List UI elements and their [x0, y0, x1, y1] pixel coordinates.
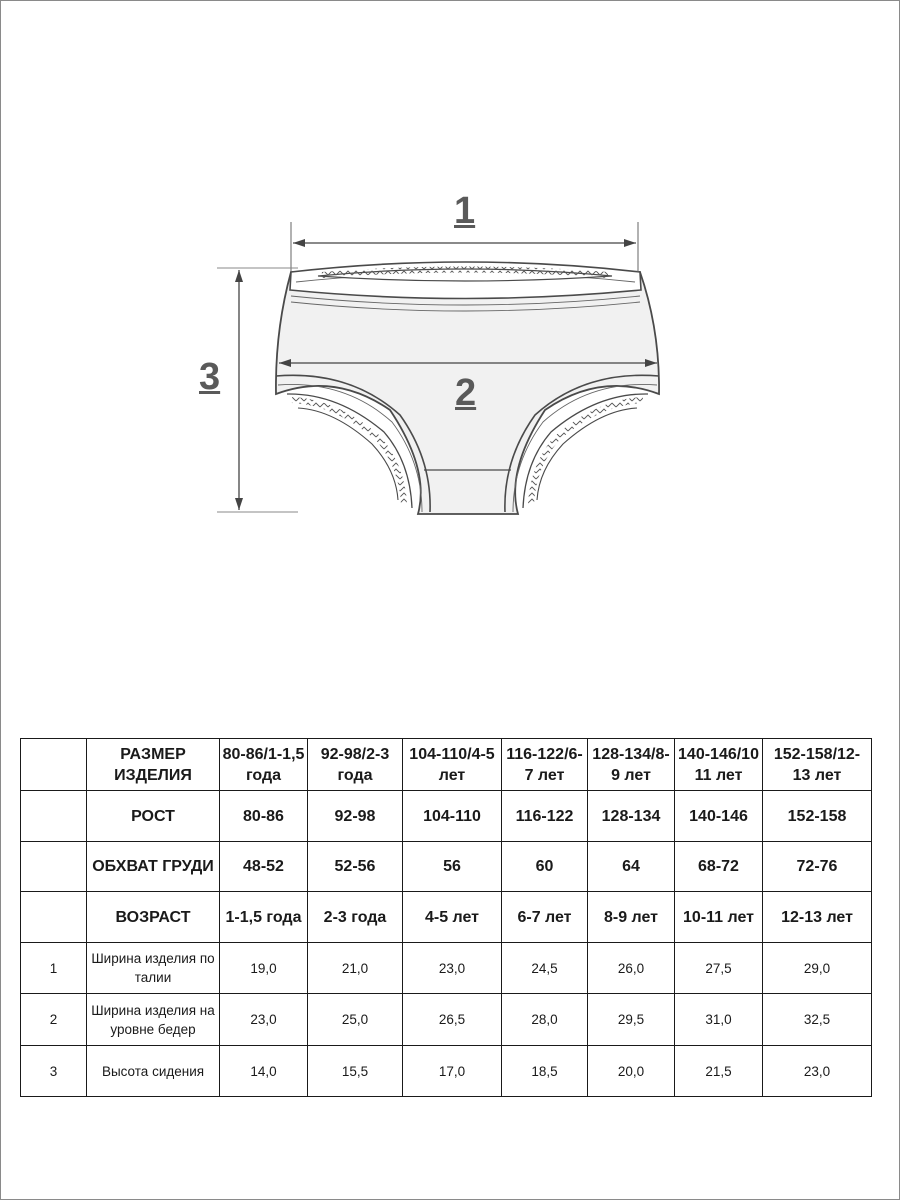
- cell: 92-98: [308, 791, 403, 842]
- row-label-height: РОСТ: [87, 791, 220, 842]
- row-label-hip-width: Ширина изделия на уровне бедер: [87, 994, 220, 1046]
- row-label-waist-width: Ширина изделия по талии: [87, 943, 220, 994]
- cell: 24,5: [502, 943, 588, 994]
- cell: 128-134/8-9 лет: [588, 739, 675, 791]
- dimension-label-1: 1: [454, 190, 476, 232]
- row-key: 1: [21, 943, 87, 994]
- cell: 52-56: [308, 842, 403, 892]
- dimension-label-2: 2: [455, 372, 477, 414]
- cell: 1-1,5 года: [220, 892, 308, 943]
- cell: 19,0: [220, 943, 308, 994]
- cell: 80-86/1-1,5 года: [220, 739, 308, 791]
- cell: 104-110: [403, 791, 502, 842]
- cell: 26,0: [588, 943, 675, 994]
- cell: 60: [502, 842, 588, 892]
- row-label-seat-height: Высота сидения: [87, 1046, 220, 1097]
- table-row-waist-width: [21, 943, 872, 994]
- cell: 21,0: [308, 943, 403, 994]
- cell: 2-3 года: [308, 892, 403, 943]
- cell: 23,0: [220, 994, 308, 1046]
- size-chart-table: [20, 738, 872, 1097]
- cell: 31,0: [675, 994, 763, 1046]
- cell: 80-86: [220, 791, 308, 842]
- cell: 152-158: [763, 791, 872, 842]
- cell: 21,5: [675, 1046, 763, 1097]
- cell: 8-9 лет: [588, 892, 675, 943]
- cell: 14,0: [220, 1046, 308, 1097]
- cell: 140-146/10 11 лет: [675, 739, 763, 791]
- row-key: [21, 791, 87, 842]
- cell: 29,0: [763, 943, 872, 994]
- row-key: [21, 842, 87, 892]
- row-key: [21, 739, 87, 791]
- cell: 32,5: [763, 994, 872, 1046]
- cell: 23,0: [763, 1046, 872, 1097]
- cell: 26,5: [403, 994, 502, 1046]
- cell: 17,0: [403, 1046, 502, 1097]
- cell: 10-11 лет: [675, 892, 763, 943]
- cell: 152-158/12-13 лет: [763, 739, 872, 791]
- cell: 64: [588, 842, 675, 892]
- cell: 27,5: [675, 943, 763, 994]
- cell: 48-52: [220, 842, 308, 892]
- cell: 68-72: [675, 842, 763, 892]
- cell: 4-5 лет: [403, 892, 502, 943]
- cell: 23,0: [403, 943, 502, 994]
- row-key: [21, 892, 87, 943]
- table-row-size: [21, 739, 872, 791]
- cell: 25,0: [308, 994, 403, 1046]
- cell: 104-110/4-5 лет: [403, 739, 502, 791]
- row-label-chest: ОБХВАТ ГРУДИ: [87, 842, 220, 892]
- table-row-age: [21, 892, 872, 943]
- cell: 128-134: [588, 791, 675, 842]
- cell: 12-13 лет: [763, 892, 872, 943]
- cell: 72-76: [763, 842, 872, 892]
- cell: 29,5: [588, 994, 675, 1046]
- cell: 6-7 лет: [502, 892, 588, 943]
- row-key: 2: [21, 994, 87, 1046]
- cell: 15,5: [308, 1046, 403, 1097]
- cell: 18,5: [502, 1046, 588, 1097]
- row-label-size: РАЗМЕР ИЗДЕЛИЯ: [87, 739, 220, 791]
- cell: 116-122: [502, 791, 588, 842]
- row-label-age: ВОЗРАСТ: [87, 892, 220, 943]
- cell: 116-122/6-7 лет: [502, 739, 588, 791]
- table-row-chest: [21, 842, 872, 892]
- table-row-hip-width: [21, 994, 872, 1046]
- cell: 28,0: [502, 994, 588, 1046]
- table-row-seat-height: [21, 1046, 872, 1097]
- cell: 140-146: [675, 791, 763, 842]
- dimension-label-3: 3: [199, 356, 221, 398]
- cell: 92-98/2-3 года: [308, 739, 403, 791]
- cell: 20,0: [588, 1046, 675, 1097]
- table-row-height: [21, 791, 872, 842]
- row-key: 3: [21, 1046, 87, 1097]
- cell: 56: [403, 842, 502, 892]
